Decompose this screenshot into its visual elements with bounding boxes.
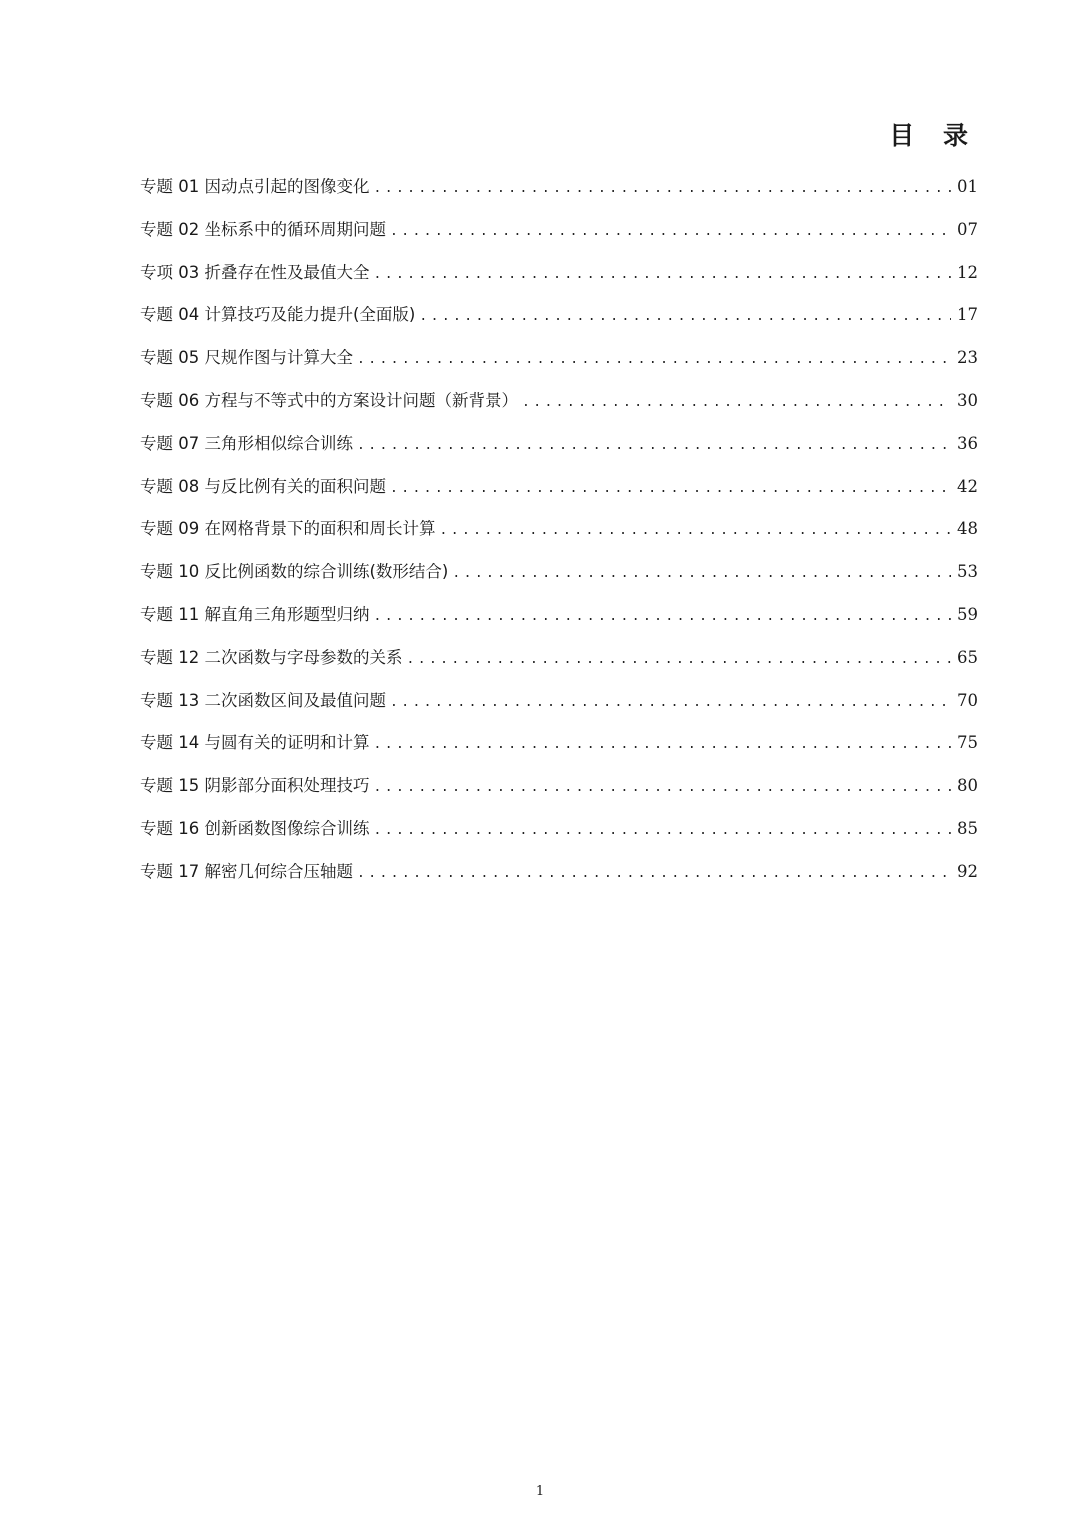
toc-entry-label: 专题 09 在网格背景下的面积和周长计算 <box>140 519 436 539</box>
dot-leader <box>390 682 951 725</box>
dot-leader <box>374 596 952 639</box>
toc-entry-page: 75 <box>957 733 978 753</box>
toc-entry-page: 30 <box>957 390 978 410</box>
toc-entry-page: 36 <box>957 433 978 453</box>
toc-entry[interactable] <box>140 466 978 509</box>
toc-entry[interactable] <box>140 637 978 680</box>
dot-leader <box>374 168 952 211</box>
toc-entry[interactable] <box>140 337 978 380</box>
dot-leader <box>374 254 952 297</box>
toc-entry-label: 专题 01 因动点引起的图像变化 <box>140 177 370 196</box>
toc-entry-label: 专题 15 阴影部分面积处理技巧 <box>140 776 370 796</box>
toc-entry-page: 85 <box>957 818 978 838</box>
toc-entry-label: 专题 14 与圆有关的证明和计算 <box>140 733 370 753</box>
toc-entry-label: 专题 04 计算技巧及能力提升(全面版) <box>140 305 416 325</box>
toc-entry-page: 65 <box>957 647 978 667</box>
toc-entry-label: 专题 06 方程与不等式中的方案设计问题（新背景） <box>140 390 518 410</box>
dot-leader <box>374 724 952 767</box>
toc-entry[interactable] <box>140 722 978 765</box>
dot-leader <box>440 510 952 553</box>
toc-entry[interactable] <box>140 209 978 252</box>
dot-leader <box>357 339 951 382</box>
page-number: 1 <box>535 1484 545 1499</box>
toc-title: 目 录 <box>889 121 978 150</box>
toc-entry[interactable] <box>140 423 978 466</box>
dot-leader <box>522 382 951 425</box>
toc-entry[interactable] <box>140 808 978 851</box>
toc-entry-label: 专题 07 三角形相似综合训练 <box>140 433 353 453</box>
toc-entry-label: 专题 12 二次函数与字母参数的关系 <box>140 647 403 667</box>
toc-entry-page: 07 <box>957 219 978 239</box>
toc-entry-page: 17 <box>957 305 978 325</box>
dot-leader <box>407 639 952 682</box>
toc-entry[interactable] <box>140 166 978 209</box>
toc-entry-label: 专题 05 尺规作图与计算大全 <box>140 348 353 368</box>
toc-entry-label: 专题 13 二次函数区间及最值问题 <box>140 690 386 710</box>
toc-entry-page: 53 <box>957 562 978 582</box>
dot-leader <box>419 296 951 339</box>
toc-entry-page: 48 <box>957 519 978 539</box>
toc-entry-label: 专题 02 坐标系中的循环周期问题 <box>140 219 386 239</box>
dot-leader <box>452 553 951 596</box>
toc-entry-page: 92 <box>957 861 978 881</box>
toc-entry-label: 专项 03 折叠存在性及最值大全 <box>140 262 370 282</box>
toc-entry-label: 专题 11 解直角三角形题型归纳 <box>140 604 370 624</box>
toc-entry[interactable] <box>140 508 978 551</box>
toc-entry[interactable] <box>140 252 978 295</box>
toc-entry[interactable] <box>140 594 978 637</box>
toc-entry-page: 42 <box>957 476 978 496</box>
toc-entry-page: 59 <box>957 604 978 624</box>
toc-entry[interactable] <box>140 294 978 337</box>
dot-leader <box>357 425 951 468</box>
toc-entry[interactable] <box>140 765 978 808</box>
toc-entry-page: 01 <box>957 177 978 196</box>
toc-entry[interactable] <box>140 380 978 423</box>
toc-entry-page: 23 <box>957 348 978 368</box>
dot-leader <box>357 853 951 896</box>
toc-entry-label: 专题 10 反比例函数的综合训练(数形结合) <box>140 562 449 582</box>
toc-entry[interactable] <box>140 680 978 723</box>
toc-list <box>140 166 978 894</box>
toc-entry-label: 专题 08 与反比例有关的面积问题 <box>140 476 386 496</box>
dot-leader <box>374 767 952 810</box>
dot-leader <box>390 468 951 511</box>
toc-entry-page: 70 <box>957 690 978 710</box>
toc-entry-label: 专题 17 解密几何综合压轴题 <box>140 861 353 881</box>
toc-entry-page: 80 <box>957 776 978 796</box>
dot-leader <box>390 211 951 254</box>
dot-leader <box>374 810 952 853</box>
toc-entry[interactable] <box>140 851 978 894</box>
toc-entry-page: 12 <box>957 262 978 282</box>
toc-entry-label: 专题 16 创新函数图像综合训练 <box>140 818 370 838</box>
toc-entry[interactable] <box>140 551 978 594</box>
